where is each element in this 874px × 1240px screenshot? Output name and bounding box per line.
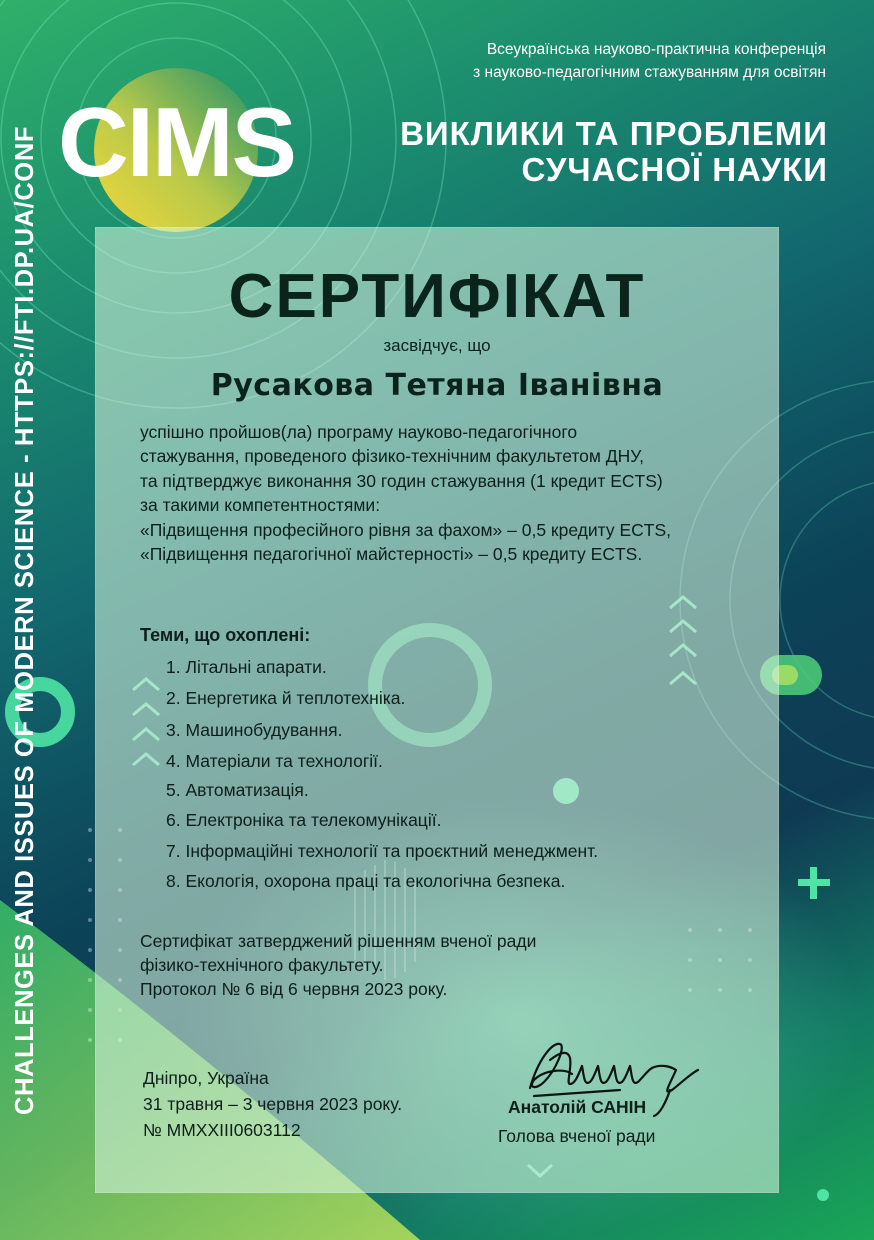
approval-line: Сертифікат затверджений рішенням вченої ради: [140, 931, 537, 951]
certificate-title: СЕРТИФІКАТ: [228, 262, 646, 331]
certificate-footer: [143, 1065, 402, 1143]
signer-name: Анатолій САНІН: [508, 1097, 647, 1117]
conference-subtitle-line1: Всеукраїнська науково-практична конференція: [486, 41, 826, 58]
side-banner: [4, 0, 48, 1240]
conference-title-line1: ВИКЛИКИ ТА ПРОБЛЕМИ: [400, 115, 828, 152]
body-line: «Підвищення професійного рівня за фахом» – 0,5 кредиту ECTS,: [140, 519, 672, 540]
topic-item: 2. Енергетика й теплотехніка.: [166, 688, 406, 708]
approval-line: фізико-технічного факультету.: [140, 955, 384, 975]
recipient-name: Русакова Тетяна Іванівна: [210, 368, 664, 403]
approval-line: Протокол № 6 від 6 червня 2023 року.: [140, 979, 448, 999]
certificate-attests: засвідчує, що: [383, 336, 491, 355]
topic-item: 3. Машинобудування.: [166, 720, 343, 740]
body-line: за такими компетентностями:: [140, 495, 381, 516]
topic-item: 8. Екологія, охорона праці та екологічна безпека.: [166, 871, 566, 891]
conference-title-line2: СУЧАСНОЇ НАУКИ: [521, 151, 828, 188]
body-line: та підтверджує виконання 30 годин стажування (1 кредит ECTS): [140, 470, 663, 491]
body-line: «Підвищення педагогічної майстерності» – 0,5 кредиту ECTS.: [140, 544, 643, 565]
topic-item: 5. Автоматизація.: [166, 780, 309, 800]
body-line: стажування, проведеного фізико-технічним факультетом ДНУ,: [140, 446, 644, 467]
topics-heading: Теми, що охоплені:: [140, 625, 311, 645]
certificate-number: № MMXXIII0603112: [143, 1120, 301, 1140]
certificate-body: [140, 420, 770, 566]
dates: 31 травня – 3 червня 2023 року.: [143, 1094, 403, 1114]
cims-logo: CIMS: [58, 87, 295, 197]
topic-item: 4. Матеріали та технології.: [166, 751, 383, 771]
conference-subtitle: [473, 38, 826, 84]
approval-statement: [140, 929, 536, 1001]
place: Дніпро, Україна: [143, 1068, 269, 1088]
topic-item: 1. Літальні апарати.: [166, 657, 327, 677]
topic-item: 6. Електроніка та телекомунікації.: [166, 810, 442, 830]
body-line: успішно пройшов(ла) програму науково-педагогічного: [140, 422, 578, 442]
conference-subtitle-line2: з науково-педагогічним стажуванням для освітян: [473, 64, 826, 81]
conference-title: [400, 116, 828, 188]
topic-item: 7. Інформаційні технології та проєктний менеджмент.: [166, 841, 599, 861]
signer-role: Голова вченої ради: [498, 1126, 656, 1146]
side-banner-text: CHALLENGES AND ISSUES OF MODERN SCIENCE - HTTPS://FTI.DP.UA/CONF: [11, 125, 40, 1115]
